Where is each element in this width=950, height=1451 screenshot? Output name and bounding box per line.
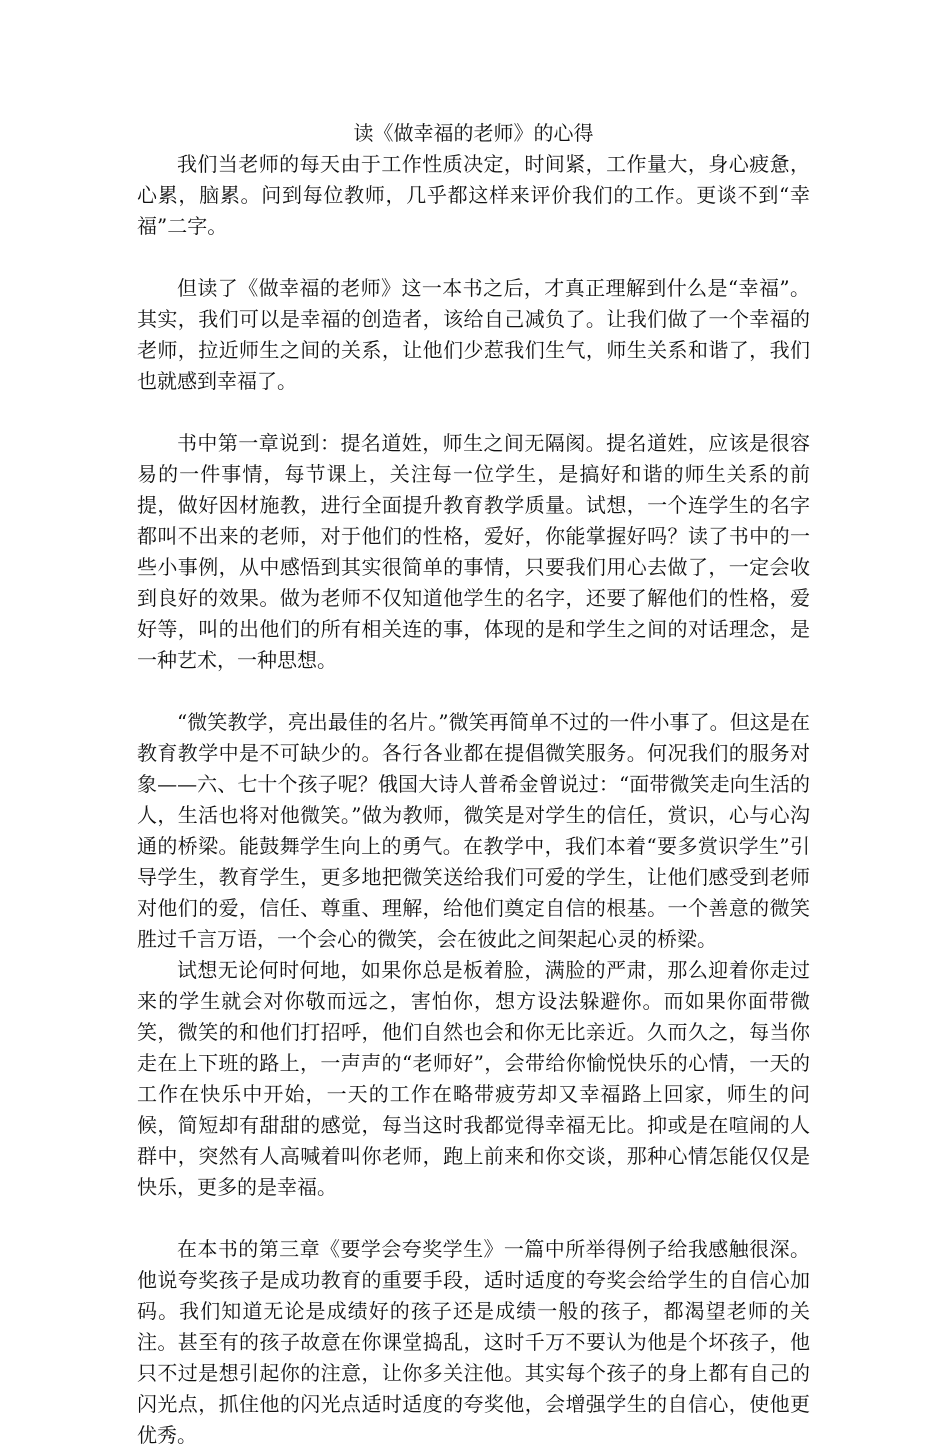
paragraph-3: 书中第一章说到：提名道姓，师生之间无隔阂。提名道姓，应该是很容易的一件事情，每节课上，关注每一位学生，是搞好和谐的师生关系的前提，做好因材施教，进行全面提升教育教学质量。试想，一个连学生的名字都叫不出来的老师，对于他们的性格，爱好，你能掌握好吗？读了书中的一些小事例，从中感悟到其实很简单的事情，只要我们用心去做了，一定会收到良好的效果。做为老师不仅知道他学生的名字，还要了解他们的性格，爱好等，叫的出他们的所有相关连的事，体现的是和学生之间的对话理念，是一种艺术，一种思想。 bbox=[137, 431, 810, 672]
paragraph-spacer bbox=[137, 397, 810, 428]
paragraph-2: 但读了《做幸福的老师》这一本书之后，才真正理解到什么是“幸福”。其实，我们可以是幸福的创造者，该给自己减负了。让我们做了一个幸福的老师，拉近师生之间的关系，让他们少惹我们生气，师生关系和谐了，我们也就感到幸福了。 bbox=[137, 276, 810, 393]
paragraph-spacer bbox=[137, 1203, 810, 1234]
paragraph-6: 在本书的第三章《要学会夸奖学生》一篇中所举得例子给我感触很深。他说夸奖孩子是成功教育的重要手段，适时适度的夸奖会给学生的自信心加码。我们知道无论是成绩好的孩子还是成绩一般的孩子，都渴望老师的关注。甚至有的孩子故意在你课堂捣乱，这时千万不要认为他是个坏孩子，他只不过是想引起你的注意，让你多关注他。其实每个孩子的身上都有自己的闪光点，抓住他的闪光点适时适度的夸奖他，会增强学生的自信心，使他更优秀。 bbox=[137, 1237, 810, 1447]
document-body bbox=[137, 118, 810, 1451]
paragraph-5: 试想无论何时何地，如果你总是板着脸，满脸的严肃，那么迎着你走过来的学生就会对你敬而远之，害怕你，想方设法躲避你。而如果你面带微笑，微笑的和他们打招呼，他们自然也会和你无比亲近。久而久之，每当你走在上下班的路上，一声声的“老师好”，会带给你愉悦快乐的心情，一天的工作在快乐中开始，一天的工作在略带疲劳却又幸福路上回家，师生的问候，简短却有甜甜的感觉，每当这时我都觉得幸福无比。抑或是在喧闹的人群中，突然有人高喊着叫你老师，跑上前来和你交谈，那种心情怎能仅仅是快乐，更多的是幸福。 bbox=[137, 958, 810, 1199]
paragraph-1: 我们当老师的每天由于工作性质决定，时间紧，工作量大，身心疲惫，心累，脑累。问到每位教师，几乎都这样来评价我们的工作。更谈不到“幸福”二字。 bbox=[137, 152, 810, 238]
paragraph-spacer bbox=[137, 676, 810, 707]
paragraph-spacer bbox=[137, 242, 810, 273]
document-title: 读《做幸福的老师》的心得 bbox=[353, 121, 594, 145]
paragraph-4: “微笑教学，亮出最佳的名片。”微笑再简单不过的一件小事了。但这是在教育教学中是不可缺少的。各行各业都在提倡微笑服务。何况我们的服务对象——六、七十个孩子呢？俄国大诗人普希金曾说过：“面带微笑走向生活的人，生活也将对他微笑。”做为教师，微笑是对学生的信任，赏识，心与心沟通的桥梁。能鼓舞学生向上的勇气。在教学中，我们本着“要多赏识学生”引导学生，教育学生，更多地把微笑送给我们可爱的学生，让他们感受到老师对他们的爱，信任、尊重、理解，给他们奠定自信的根基。一个善意的微笑胜过千言万语，一个会心的微笑，会在彼此之间架起心灵的桥梁。 bbox=[137, 710, 810, 951]
